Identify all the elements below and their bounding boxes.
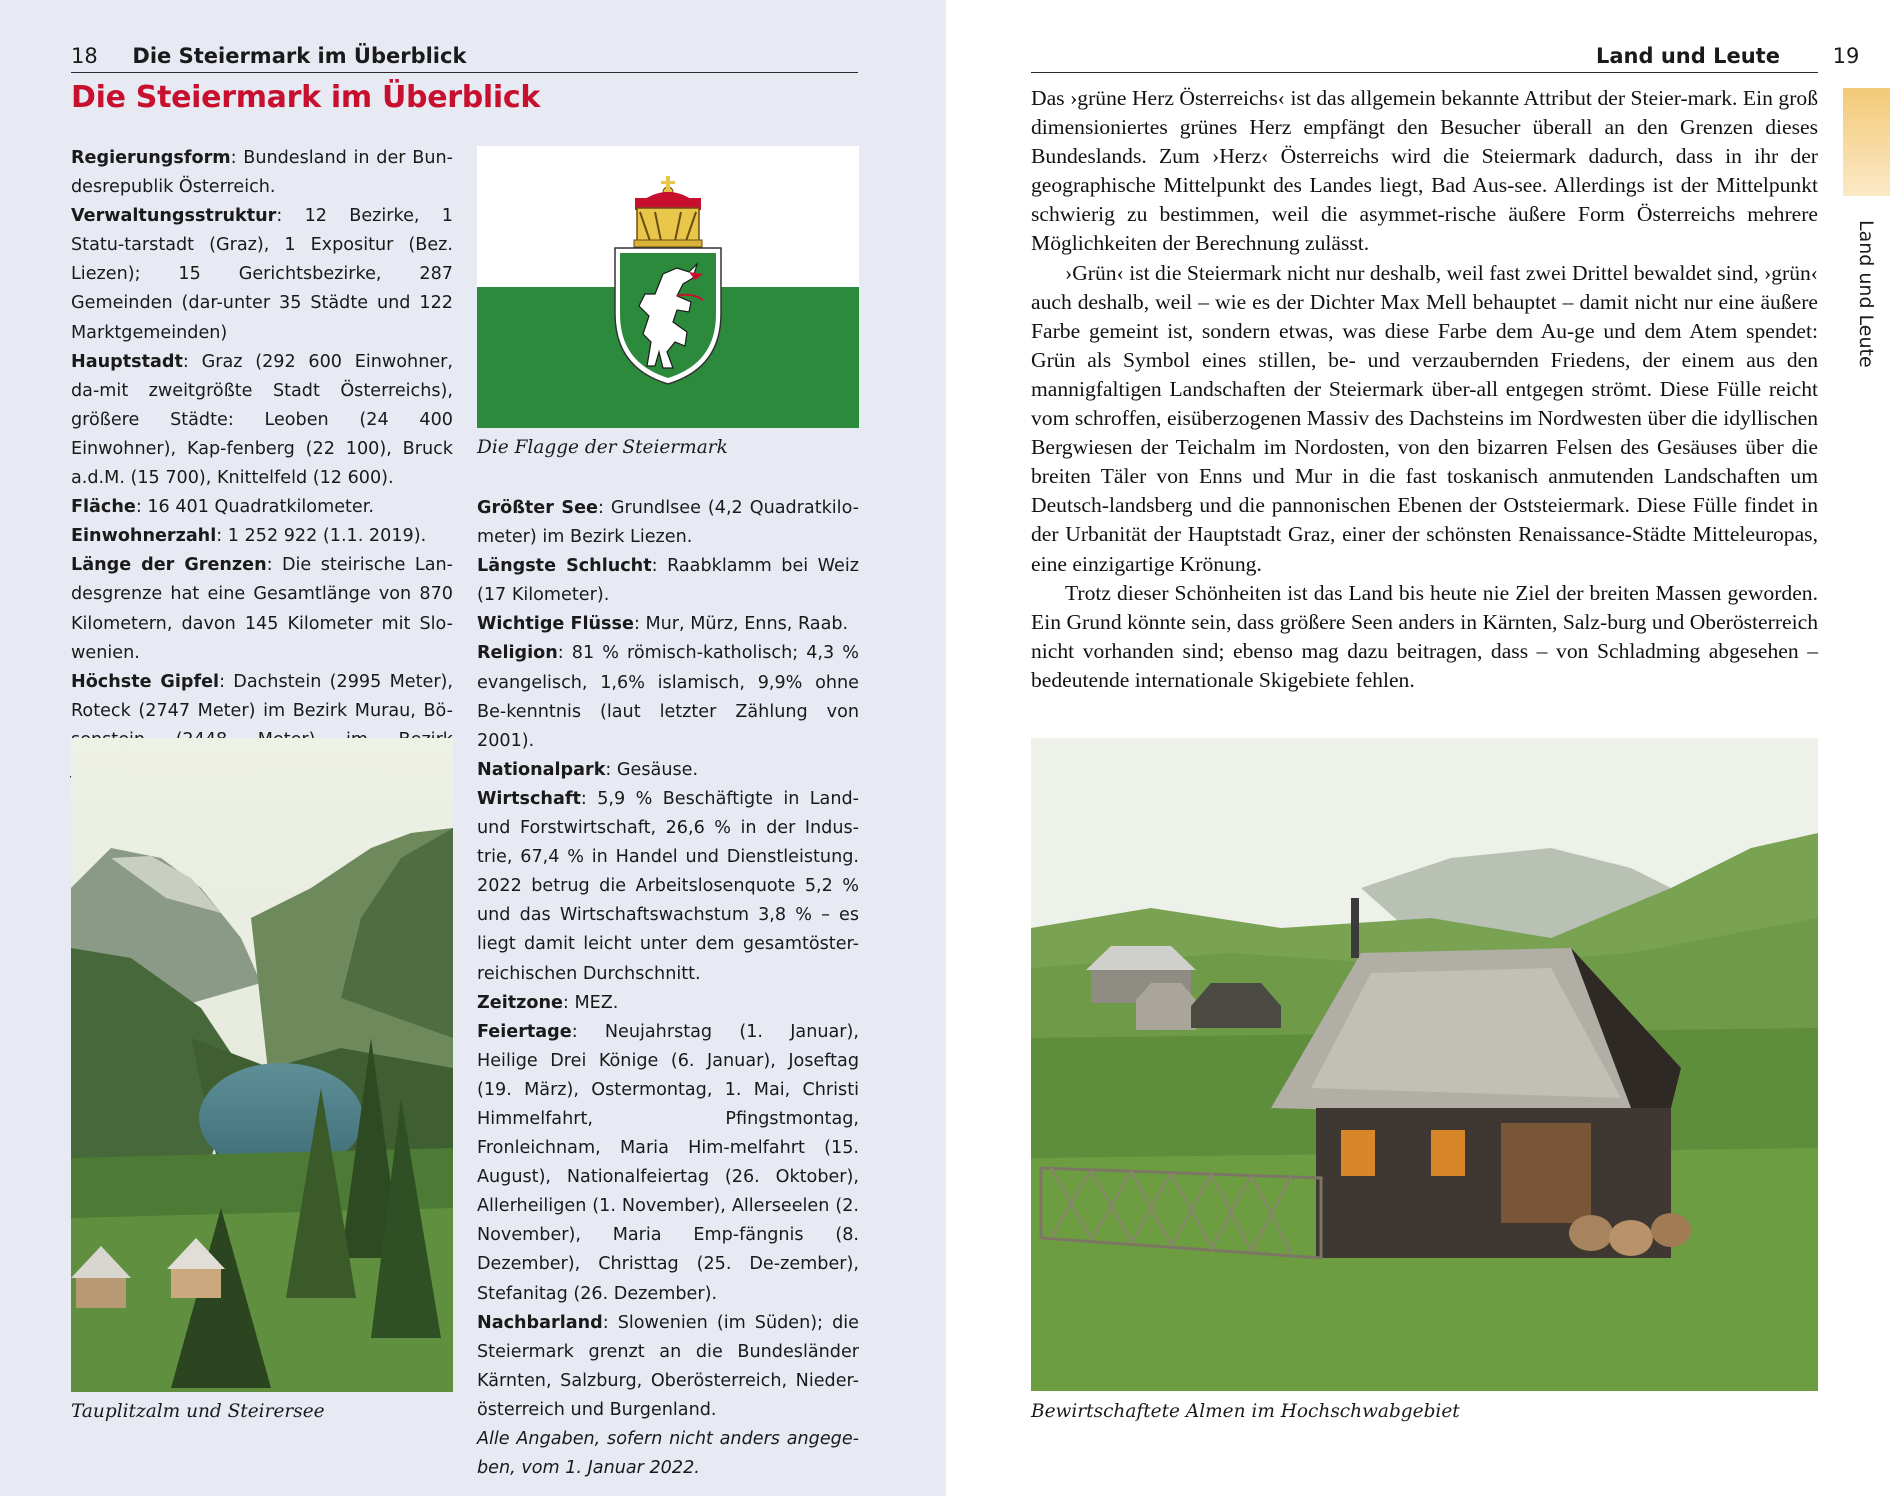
fact-text: : Raabklamm bei Weiz (17 Kilometer). [477,556,859,606]
fact-text: : Neujahrstag (1. Januar), Heilige Drei Könige (6. Januar), Joseftag (19. März), Ostermontag, 1. Mai, Christi Himmelfahrt, Pfingstmontag, Fronleichnam, Maria Him-melfahrt (15. August), Nationalfeiertag (26. Oktober), Allerheiligen (1. November), Allerseelen (2. November), Maria Emp-fängnis (8. Dezember), Christtag (25. De-zember), Stefanitag (26. Dezember). [477,1021,859,1304]
fact-entry [477,1309,859,1425]
chapter-thumb-tab [1843,88,1890,196]
fact-text: : 16 401 Quadratkilometer. [135,497,374,518]
fact-label: Höchste Gipfel [71,671,220,692]
facts-column-2 [477,494,859,1483]
facts-note: Alle Angaben, sofern nicht anders angege-ben, vom 1. Januar 2022. [477,1429,859,1479]
fact-entry [477,756,859,785]
fact-entry [71,202,453,347]
fact-entry [477,639,859,755]
left-running-title: Die Steiermark im Überblick [132,44,467,68]
fact-text: : Die steirische Lan-desgrenze hat eine Gesamtlänge von 870 Kilometern, davon 145 Kilometer mit Slo-wenien. [71,555,453,663]
chapter-side-label [1843,220,1890,380]
right-page-number: 19 [1832,44,1860,68]
fact-text: : 81 % römisch-katholisch; 4,3 % evangelisch, 1,6% islamisch, 9,9% ohne Be-kenntnis (laut letzter Zählung von 2001). [477,643,859,751]
right-running-head [1596,44,1859,68]
styrian-flag-svg [477,146,859,428]
paragraph-2: ›Grün‹ ist die Steiermark nicht nur deshalb, weil fast zwei Drittel bewaldet sind, ›grün‹ auch deshalb, weil – wie es der Dichter Max Mell behauptet – damit nicht nur eine äußere Farbe gemeint ist, sondern etwas, was diese Farbe dem Au-ge und dem Atem spendet: Grün als Symbol eines stillen, be- und verzaubernden Friedens, der einem aus den mannigfaltigen Landschaften der Steiermark über-all entgegen strömt. Diese Fülle reicht vom schroffen, eisüberzogenen Massiv des Dachsteins im Nordwesten über die idyllischen Bergwiesen der Teichalm im Nordosten, von den bizarren Felsen des Gesäuses über die breiten Täler von Enns und Mur in die fast toskanisch anmutenden Landschaften um Deutsch-landsberg und die pannonischen Ebenen der Oststeiermark. Diese Fülle findet in der Urbanität der Hauptstadt Graz, einer der schönsten Renaissance-Städte Mitteleuropas, eine einzigartige Krönung. [1031,260,1818,576]
fact-text: : 1 252 922 (1.1. 2019). [216,526,427,547]
fact-entry [477,1018,859,1309]
left-page-number: 18 [71,44,98,68]
fact-label: Einwohnerzahl [71,526,217,547]
fact-label: Hauptstadt [71,351,183,372]
fact-text: : 5,9 % Beschäftigte in Land-und Forstwirtschaft, 26,6 % in der Indus-trie, 67,4 % in Handel und Dienstleistung. 2022 betrug die Arbeitslosenquote 5,2 % und das Wirtschaftswachstum 3,8 % – es liegt damit leicht unter dem gesamtöster-reichischen Durchschnitt. [477,788,859,984]
fact-text: : Gesäuse. [605,759,699,780]
fact-entry [477,989,859,1018]
fact-label: Größter See [477,498,598,518]
right-header-rule [1031,72,1818,73]
fact-text: : MEZ. [562,992,619,1013]
fact-label: Zeitzone [477,992,563,1013]
page-title: Die Steiermark im Überblick [71,80,541,115]
fact-entry [477,552,859,610]
fact-label: Wirtschaft [477,788,581,809]
fact-text: : Slowenien (im Süden); die Steiermark grenzt an die Bundesländer Kärnten, Salzburg, Oberösterreich, Nieder-österreich und Burgenland. [477,1312,859,1420]
body-text [1031,84,1818,695]
side-tab-text: Land und Leute [1855,220,1877,368]
fact-entry [71,144,453,202]
flag-caption: Die Flagge der Steiermark [477,437,728,458]
paragraph-3: Trotz dieser Schönheiten ist das Land bis heute nie Ziel der breiten Massen geworden. Ein Grund könnte sein, dass größere Seen anders in Kärnten, Salz-burg und Oberösterreich nicht vorhanden sind; ebenso mag dazu beitragen, dass – von Schladming abgesehen – bedeutende internationale Skigebiete fehlen. [1031,580,1818,692]
fact-label: Fläche [71,497,136,518]
fact-label: Wichtige Flüsse [477,614,634,635]
fact-text: : Bundesland in der Bun-desrepublik Österreich. [71,148,453,198]
fact-label: Nachbarland [477,1312,603,1333]
right-running-title: Land und Leute [1596,44,1780,68]
fact-label: Feiertage [477,1021,572,1042]
fact-entry [71,522,453,551]
alpine-hut-photo [1031,738,1818,1391]
paragraph-1: Das ›grüne Herz Österreichs‹ ist das allgemein bekannte Attribut der Steier-mark. Ein groß dimensioniertes grünes Herz empfängt den Besucher überall an den Grenzen dieses Bundeslands. Zum ›Herz‹ Österreichs wird die Steiermark dadurch, dass in ihr der geographische Mittelpunkt des Landes liegt, Bad Aus-see. Allerdings ist der Mittelpunkt schwierig zu bestimmen, weil die asymmet-rische äußere Form Österreichs mehrere Möglichkeiten der Berechnung zulässt. [1031,86,1818,256]
fact-entry [71,348,453,493]
fact-label: Länge der Grenzen [71,555,267,576]
alpine-photo-caption: Bewirtschaftete Almen im Hochschwabgebiet [1031,1401,1460,1422]
fact-label: Verwaltungsstruktur [71,206,277,227]
fact-entry [71,551,453,667]
fact-entry [477,610,859,639]
fact-text: : Mur, Mürz, Enns, Raab. [633,614,849,635]
fact-entry [477,785,859,989]
facts-column-1 [71,144,453,784]
left-header-rule [71,72,858,73]
lake-caption: Tauplitzalm und Steirersee [71,1401,325,1422]
fact-entry [477,494,859,552]
fact-entry [71,493,453,522]
fact-text: : Dachstein (2995 Meter), Roteck (2747 Meter) im Bezirk Murau, Bö- [71,671,454,721]
fact-label: Nationalpark [477,759,606,780]
fact-text: : Grundlsee (4,2 Quadratkilo-meter) im Bezirk Liezen. [477,498,860,548]
lake-photo [71,738,453,1392]
flag-image [477,146,859,428]
fact-label: Längste Schlucht [477,556,652,577]
left-running-head [71,44,466,68]
fact-text: : Graz (292 600 Einwohner, da-mit zweitgrößte Stadt Österreichs), größere Städte: Leoben (24 400 Einwohner), Kap-fenberg (22 100), Bruck a.d.M. (15 700), Knittelfeld (12 600). [71,351,453,489]
fact-label: Religion [477,643,558,664]
fact-text: : 12 Bezirke, 1 Statu-tarstadt (Graz), 1 Expositur (Bez. Liezen); 15 Gerichtsbezirke, 287 Gemeinden (dar-unter 35 Städte und 122 Marktgemeinden) [71,206,453,343]
fact-label: Regierungsform [71,148,231,168]
